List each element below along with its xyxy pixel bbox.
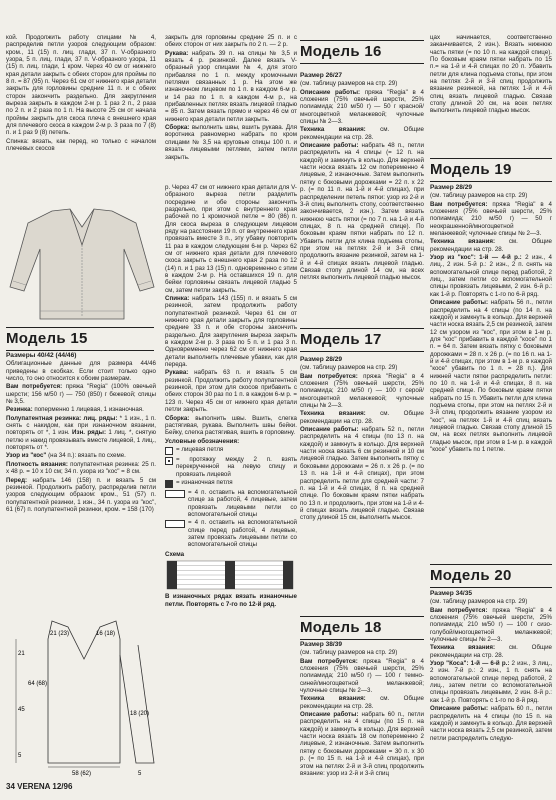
m20-kos: 2 изн., 3 лиц., 2 изн. 7-й р.: 2 изн., 1 п. снять на вспомогательной спице перед работой, 2 лиц., затем петли со вспомогательной спицы провязать лицевыми, 2 изн. 8-й р.: как 1-й р. Повторять с 1-го по 8-й ряд.	[430, 660, 552, 704]
m19-need: пряжа "Regia" в 4 сложения (75% овечьей шерсти, 25% полиамида; 210 м/50 г) — 50 г неокрашенной/многоцветной меланжевой; чулочные спицы № 2—3.	[430, 200, 552, 238]
m15-kos: (на 34 п.): вязать по схеме.	[48, 452, 126, 460]
m18-tech: см. Общие рекомендации на стр. 28.	[300, 695, 424, 710]
m15-pered-label: Перед:	[6, 476, 28, 484]
model-19-text	[430, 184, 552, 562]
m18-table: (см. таблицу размеров на стр. 29)	[300, 649, 398, 657]
model-16-header	[300, 40, 424, 64]
col4-continuation: цах начинается, соответственно заканчивается, 2 изн.). Вязать нижнюю часть пятки (= по 10 п. на каждой спице). По боковым краям пятки набрать по 15 п.= на 1-й и 4-й спицах по 20 п. Убавить петли для клина подъема стопы, при этом на петлях 2-й и 3-й спиц продолжить вязание резинкой, на петлях 1-й и 4-й спиц вязать лицевой гладью. Связав стопу длиной 20 см, на всех петлях выполнить лицевой гладью мысок.	[430, 34, 552, 115]
m19-need-label: Вам потребуется:	[430, 200, 488, 208]
m20-size: Размер 34/35	[430, 590, 473, 597]
knit-stitch-icon	[165, 447, 173, 455]
sweater-illustration-icon	[8, 205, 156, 323]
legend-text: = изнаночная петля	[176, 478, 233, 486]
model-19-header	[430, 158, 552, 182]
column-4	[430, 34, 552, 154]
m16-op2-label: Описание работы:	[300, 142, 359, 150]
model-15-title: Модель 15	[6, 330, 88, 347]
m17-size: Размер 28/29	[300, 356, 343, 363]
col2-vneck-text: р. Через 47 см от нижнего края детали для V-образного выреза петли разделить посредине и обе стороны закончить раздельно, при этом с внутреннего края рабочей по 1 кромочной петле = 80 (86) п. Для скоса выреза в следующем лицевом ряду на расстоянии 19 п. от внутреннего края провязать вместе 3 п., эту убавку повторить 11 раз в каждом следующем 6-м р. Через 62 см от нижнего края детали для плечевого скоса закрыть с внешнего края 2 раза по 12 (14) п. и 1 раз 13 (15) п. одновременно с этим в каждом 2-м р. На оставшихся 19 п. для бейки горловины связать лицевой гладью 5 см, затем петли закрыть.	[165, 183, 297, 294]
m18-size: Размер 38/39	[300, 641, 343, 648]
m19-size: Размер 28/29	[430, 184, 473, 191]
model-19-title: Модель 19	[430, 161, 512, 178]
model-20-header	[430, 564, 552, 588]
m20-need: пряжа "Regia" в 4 сложения (75% овечьей шерсти, 25% полиамида; 210 м/50 г) — 100 г сизо-голубой/многоцветной меланжевой; чулочные спицы № 2—3.	[430, 606, 552, 644]
m20-tech: см. Общие рекомендации на стр. 28.	[430, 644, 552, 659]
m19-kos: 2 изн., 4 лиц., 2 изн. 5-й р.: 2 изн., 2 п. снять на вспомогательной спице перед работой, 2 лиц., затем петли со вспомогательной спицы провязать лицевыми, 2 изн. 6-й р.: как 1-й р. Повторять с 1-го по 6-й ряд.	[430, 254, 552, 298]
purl-stitch-icon	[165, 480, 173, 488]
m15-rez: поперменно 1 лицевая, 1 изнаночная.	[34, 406, 144, 414]
legend-text: = 4 п. оставить на вспомогательной спице перед работой, 4 лицевые, затем провязать лицевыми петли со вспомогательной спицы	[188, 519, 297, 549]
model-18-text	[300, 641, 424, 777]
m16-tech-label: Техника вязания:	[300, 126, 366, 134]
cable-front-icon	[165, 520, 185, 528]
m19-kos-label: Узор из "кос": 1-й — 4-й р.:	[430, 254, 522, 262]
col2-neck-text: закрыть для горловины средние 25 п. и с обеих сторон от них закрыть по 2 п. — 2 р.	[165, 34, 297, 49]
m15-izn: 1 лиц. *, снятую петлю и накид провязывать вместе лицевой, 1 лиц., повторять от *.	[6, 429, 156, 452]
column-1	[6, 34, 156, 154]
col1-spinka-text: Спинка: вязать, как перед, но только с началом плечевых скосов	[6, 137, 156, 153]
col2-spinka: набрать 143 (155) п. и вязать 5 см резинкой, затем продолжить работу полупатентной резинкой. Через 61 см от нижнего края детали закрыть для горловины средние 33 п. и обе стороны закончить раздельно. Для закругления выреза закрыть в каждом 2-м р. 3 раза по 5 п. и 1 раз 3 п. Одновременно через 62 см от нижнего края детали выполнить плечевые убавки, как для переда.	[165, 295, 297, 369]
m19-table: (см. таблицу размеров на стр. 29)	[430, 192, 528, 200]
m15-plot: полупатентная резинка: 25 п. х 48 р. = 10 х 10 см; 34 п. узора из "кос" = 8 см.	[6, 460, 156, 476]
dim-length: 45	[18, 707, 25, 713]
m16-size: Размер 26/27	[300, 72, 343, 79]
schema-title: Схема	[165, 550, 185, 558]
garment-schematic-icon	[8, 615, 158, 780]
m20-op: набрать 60 п., петли распределить на 4 спицы (по 15 п. на каждой) и замкнуть в кольцо. Для верхней части носка вязать 2,5 см резинкой, затем петли распределить следую-	[430, 705, 552, 742]
col2-sborka-label: Сборка:	[165, 124, 190, 132]
legend-row-knit	[165, 446, 297, 455]
m17-tech: см. Общие рекомендации на стр. 28.	[300, 410, 424, 425]
m20-table: (см. таблицу размеров на стр. 29)	[430, 598, 528, 606]
col2-ruk-label: Рукава:	[165, 369, 189, 377]
m20-tech-label: Техника вязания:	[430, 644, 496, 652]
col2-sleeves-label: Рукава:	[165, 49, 189, 57]
cable-back-icon	[165, 490, 185, 498]
m15-pat-label: Полупатентная резинка: лиц. ряды:	[6, 414, 118, 422]
m17-op: набрать 52 п., петли распределить на 4 спицы (по 13 п. на каждой) и замкнуть в кольцо. Для верхней части носка вязать 6 см резинкой и 10 см лицевой гладью. Затем выполнить пятку с боковыми дорожками = 26 п. х 26 р. (= по 13 п. на 1-й и 4-й спицах), при этом распределить петли для средней части: 7 п. на 1-й и 4-й спицах, 8 п. на средней спице. По боковым краям пятки набрать по 13 п. и продолжить, при этом на 1-й и 4-й спицах вязать лицевой гладью. Связав стопу длиной 15 см, выполнить мысок.	[300, 426, 424, 522]
model-15-text	[6, 352, 156, 514]
col2-sb-label: Сборка:	[165, 414, 190, 422]
legend-row-purl	[165, 479, 297, 488]
m16-tech: см. Общие рекомендации на стр. 28.	[300, 126, 424, 141]
col2-sleeves: набрать 39 п. на спицы № 3,5 и вязать 4 р. резинкой. Далее вязать V-образный узор спицами № 4, для этого прибавляя по 1 п. между кромочными петлями связанных 1 р. На этом же изнаночном лицевом по 1 п. в каждом 6-м р. и 14 раз по 1 п. в каждом 4-м р., на прибавленных петлях вязать лицевой гладью = 85 п. Затем вязать прямо и через 46 см от нижнего края детали петли закрыть.	[165, 49, 297, 123]
m16-op-label: Описание работы:	[300, 88, 361, 96]
model-20-text	[430, 590, 552, 780]
model-15-sizes: Размеры 40/42 (44/46)	[6, 352, 77, 359]
stitch-chart-icon	[165, 559, 295, 591]
m15-plot-label: Плотность вязания:	[6, 460, 68, 468]
m16-op2: набрать 48 п., петли распределить на 4 спицы (= 12 п. на каждой) и замкнуть в кольцо. Для верхней части носка вязать 12 см попеременно 4 лицевые, 2 изнаночные. Затем выполнить пятку с боковыми дорожками = 22 п. х 22 р. (= по 11 п. на 1-й и 4-й спицах), при распределении петель пятки: узор из 2-й и 3-й спиц выполнить стопу, соответственно закончивается, 2 изн.). Затем вязать нижнюю часть пятки (= по 7 п. на 1-й и 4-й спицах, 8 п. на средней спице). По боковым краям пятки набрать по 12 п. Убавить петли для клина подъема стопы, при этом на петлях 2-й и 3-й спиц продолжить вязание резинкой, затем на 1-й и 4-й спицах вязать лицевой гладью. Связав стопу длиной 14 см, на всех петлях выполнить лицевой гладью мысок.	[300, 142, 424, 282]
m17-tech-label: Техника вязания:	[300, 410, 366, 418]
col2-sb: выполнить швы. Вшить, слегка растягивая, рукава. Выполнить швы бейки. Бейку, слегка растягивая, вшить в горловину.	[165, 414, 297, 437]
dim-rib: 5	[18, 753, 22, 759]
m20-op-label: Описание работы:	[430, 705, 489, 713]
page-footer: 34 VERENA 12/96	[6, 782, 73, 791]
col2-ruk: набрать 63 п. и вязать 5 см резинкой. Продолжить работу полупатентной резинкой, при этом для скосов прибавить с обеих сторон 30 раз по 1 п. в каждом 6-м р. = 123 п. Через 45 см от нижнего края детали петли закрыть.	[165, 369, 297, 414]
model-18-header	[300, 616, 424, 640]
m15-need: пряжа "Regia" (100% овечьей шерсти; 156 м/50 г) — 750 (850) г бежевой; спицы № 3,5.	[6, 383, 156, 406]
m20-need-label: Вам потребуется:	[430, 606, 488, 614]
m18-op-label: Описание работы:	[300, 711, 359, 719]
dim-sleeve: 18 (20)	[130, 711, 150, 717]
m19-tech-label: Техника вязания:	[430, 238, 496, 246]
legend-text: = лицевая петля	[176, 445, 224, 453]
m18-need: пряжа "Regia" в 4 сложения (75% овечьей шерсти, 25% полиамида; 210 м/50 г) — 100 г темно-синей/многоцветной меланжевой; чулочные спицы № 2—3.	[300, 657, 424, 695]
model-17-text	[300, 356, 424, 596]
dim-cuff: 5	[138, 771, 142, 777]
column-3	[300, 72, 424, 312]
dim-neck: 16 (18)	[96, 631, 116, 637]
m16-op: пряжа "Regia" в 4 сложения (75% овечьей шерсти, 25% полиамида; 210 м/50 г) — 50 г красной/многоцветной меланжевой; чулочные спицы № 2—3.	[300, 88, 424, 126]
legend-text: = протяжку между 2 п. взять перекрученной на левую спицу и провязать лицевой	[176, 455, 297, 478]
model-17-title: Модель 17	[300, 331, 382, 348]
m17-op-label: Описание работы:	[300, 426, 359, 434]
increase-stitch-icon	[165, 457, 173, 465]
schema-note: В изнаночных рядах вязать изнаночные петли. Повторять с 7-го по 12-й ряд.	[165, 593, 297, 608]
legend-row-cable-front	[165, 519, 297, 548]
m20-kos-label: Узор "Коса": 1-й — 6-й р.:	[430, 660, 510, 668]
m17-need: пряжа "Regia" в 4 сложения (75% овечьей шерсти, 25% полиамида; 210 м/50 г) — 100 г серой/многоцветной меланжевой; чулочные спицы № 2—3.	[300, 372, 424, 410]
legend-row-increase	[165, 456, 297, 478]
dim-width: 58 (62)	[72, 771, 92, 777]
m17-need-label: Вам потребуется:	[300, 372, 358, 380]
col2-spinka-label: Спинка:	[165, 295, 190, 302]
m16-table: (см. таблицу размеров на стр. 29)	[300, 80, 398, 88]
m19-tech: см. Общие рекомендации на стр. 28.	[430, 238, 552, 253]
m18-tech-label: Техника вязания:	[300, 695, 366, 703]
m18-need-label: Вам потребуется:	[300, 657, 358, 665]
m15-rez-label: Резинка:	[6, 406, 33, 414]
m19-op: набрать 56 п., петли распределить на 4 спицы (по 14 п. на каждой) и замкнуть в кольцо. Для верхней части носка вязать 2,5 см резинкой, затем 12 см узором из "кос", при этом в 1-м р. для "кос" прибавить в каждой "косе" по 1 п. = 64 п. Затем вязать пятку с боковыми дорожками = 28 п. х 26 р. (= по 16 п. на 1-й и 4-й спицах, при этом в 1-м р. в каждой "косе" убавить по 1 п. = 28 п.). Для нижней части пятки распределить петли: по 10 п. на 1-й и 4-й спицах, 8 п. на средней спице. По боковым краям пятки набрать по 15 п. Убавить петли для клина подъема стопы, при этом на петлях 2-й и 3-й спиц продолжить вязание узором из "кос", на петлях 1-й и 4-й спиц вязать лицевой гладью. Связав стопу длиной 15 см, на всех петлях выполнить лицевой гладью мысок, при этом в 1-м р. в каждой "косе" убавить по 1 петле.	[430, 299, 552, 454]
m15-need-label: Вам потребуется:	[6, 383, 63, 391]
m15-pat: * 1 изн., 1 п. снять с накидом, как при изнаночном вязании, повторять от *, 1 изн.	[6, 414, 156, 437]
model-20-title: Модель 20	[430, 567, 512, 584]
dim-shoulder: 21 (23)	[50, 631, 70, 637]
col1-continuation-text: кой. Продолжить работу спицами № 4, распределив петли узоров следующим образом: кром., 11 (15) п. лиц. глади, 37 п. V-образного узора, 5 п. лиц. глади, 37 п. V-образного узора, 11 (15) п. лиц. глади, 1 кром. Через 40 см от нижнего края детали закрыть с обеих сторон для проймы по 8 п. = 87 (95) п. Через 61 см от нижнего края детали закрыть для горловины средние 11 п. и с обеих сторон закончить раздельно. Для закругления выреза закрыть в каждом 2-м р. 1 раз 2 п., 2 раза по 2 п. и 2 раза по 1 п. На высоте 25 см от начала проймы закрыть для скоса плеча с внешнего края для плечевого скоса в каждом 2-м р. 3 раза по 7 (8) п. и 1 раз 9 (8) петель.	[6, 34, 156, 137]
m15-izn-label: Изн. ряды:	[72, 429, 106, 437]
model-18-title: Модель 18	[300, 619, 382, 636]
m17-table: (см. таблицу размеров на стр. 29)	[300, 364, 398, 372]
m18-op: набрать 60 п., петли распределить на 4 спицы (по 15 п. на каждой) и замкнуть в кольцо. Для верхней части носка вязать 18 см попеременно 2 лицевые, 2 изнаночные. Затем выполнить пятку с боковыми дорожками = 30 п. х 30 р. (= по 15 п. на 1-й и 4-й спицах), при этом на петлях 2-й и 3-й спиц продолжить вязание: узор из 2-й и 3-й спиц	[300, 711, 424, 777]
col2-sborka: выполнить швы, вшить рукава. Для воротника равномерно набрать по кром спицами № 3,5 на круговые спицы 100 п. и вязать лицевыми петлями, затем петли закрыть.	[165, 124, 297, 161]
column-2	[165, 34, 297, 794]
legend-row-cable-back	[165, 489, 297, 518]
dim-total: 64 (68)	[28, 681, 48, 687]
dim-armhole: 21	[18, 651, 25, 657]
m15-kos-label: Узор из "кос"	[6, 452, 47, 460]
model-17-header	[300, 328, 424, 352]
model-15-intro: Облигационные данные для размера 44/46 приведены в скобках. Если стоит только одно число, то оно относится к обоим размерам.	[6, 360, 156, 383]
legend-text: = 4 п. оставить на вспомогательной спице за работой, 4 лицевые, затем провязать лицевыми петли со вспомогательной спицы	[188, 488, 297, 518]
model-16-title: Модель 16	[300, 43, 382, 60]
m19-op-label: Описание работы:	[430, 299, 489, 307]
legend-title: Условные обозначения:	[165, 437, 240, 445]
model-15-header	[6, 327, 154, 351]
m15-pered: набрать 146 (158) п. и вязать 5 см резинкой. Продолжить работу, распределив петли узоров следующим образом: кром., 51 (57) п. полупатентной резинки, 1 изн., 34 п. узора из "кос", 61 (67) п. полупатентной резинки, кром. = 158 (170)	[6, 476, 156, 513]
